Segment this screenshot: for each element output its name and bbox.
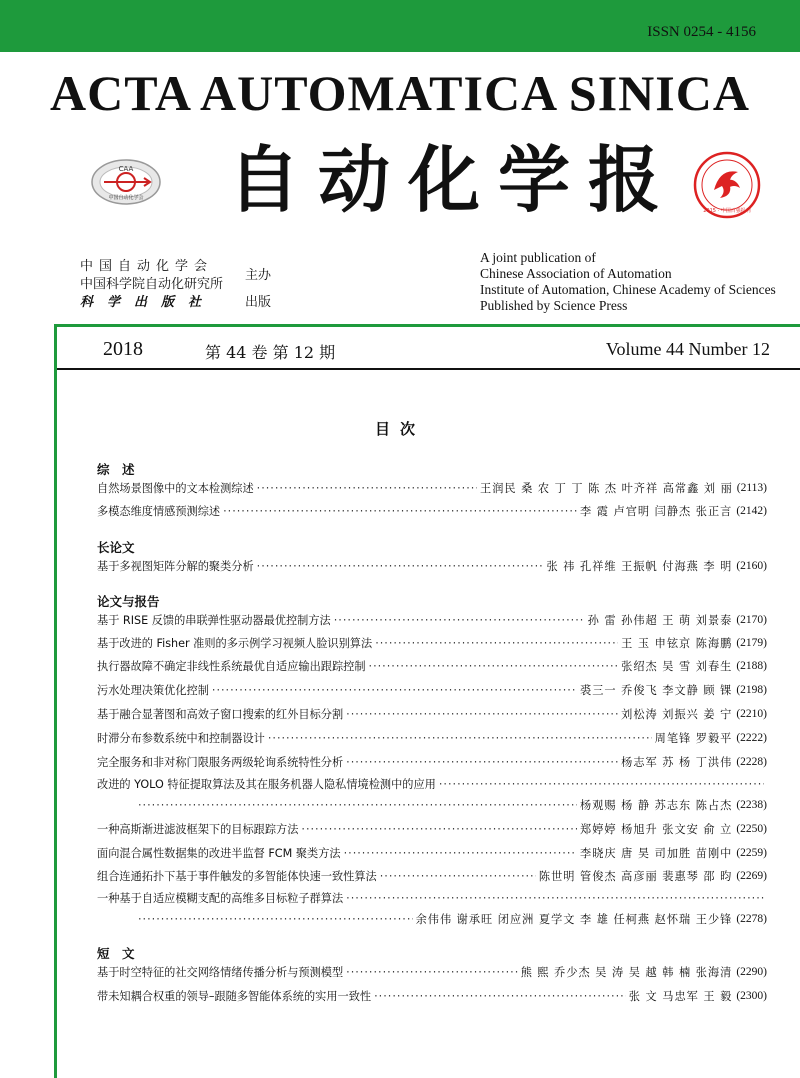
toc-entry[interactable]	[97, 557, 767, 575]
leader-dots	[212, 684, 577, 697]
leader-dots	[257, 482, 477, 495]
entry-title: 一种基于自适应模糊支配的高维多目标粒子群算法	[97, 892, 344, 905]
leader-dots	[344, 847, 577, 860]
leader-dots	[301, 823, 577, 836]
entry-page: (2113)	[736, 482, 767, 494]
frame-rule-top	[54, 324, 800, 327]
leader-dots	[334, 614, 585, 627]
entry-page: (2142)	[736, 505, 767, 517]
entry-page: (2238)	[736, 799, 767, 811]
entry-authors: 周笔锋 罗毅平	[654, 732, 733, 745]
section-title: 综 述	[97, 462, 135, 477]
entry-authors: 郑婷婷 杨旭升 张文安 俞 立	[580, 823, 733, 836]
toc-entry[interactable]	[97, 502, 767, 520]
leader-dots	[257, 560, 544, 573]
entry-page: (2170)	[736, 614, 767, 626]
entry-page: (2222)	[736, 732, 767, 744]
issn: ISSN 0254 - 4156	[647, 24, 756, 40]
entry-authors: 杨观赐 杨 静 苏志东 陈占杰	[580, 799, 733, 812]
publisher-science-press: 科学出版社	[80, 295, 216, 310]
publishers-cn	[80, 258, 330, 312]
entry-title: 时滞分布参数系统中和控制器设计	[97, 732, 265, 745]
entry-page: (2179)	[736, 637, 767, 649]
entry-authors: 李晓庆 唐 昊 司加胜 苗刚中	[580, 847, 733, 860]
caa-logo-text: CAA	[118, 165, 134, 173]
publishers-en-line: Published by Science Press	[480, 298, 628, 313]
sponsor-label: 主办	[245, 268, 272, 283]
entry-authors: 杨志军 苏 杨 丁洪伟	[621, 756, 733, 769]
entry-title: 自然场景图像中的文本检测综述	[97, 482, 254, 495]
issue-bar	[57, 330, 800, 368]
entry-page: (2228)	[736, 756, 767, 768]
entry-authors: 陈世明 管俊杰 高彦丽 裴惠琴 邵 昀	[538, 870, 733, 883]
toc-entry[interactable]	[97, 889, 767, 907]
issue-volume-zh: 第 44 卷 第 12 期	[205, 343, 336, 362]
leader-dots	[346, 756, 618, 769]
entry-title: 一种高斯渐进滤波框架下的目标跟踪方法	[97, 823, 299, 836]
leader-dots	[369, 660, 619, 673]
section-title: 长论文	[97, 540, 135, 555]
entry-title: 污水处理决策优化控制	[97, 684, 209, 697]
entry-title: 基于融合显著图和高效子窗口搜索的红外目标分割	[97, 708, 344, 721]
toc-entry[interactable]	[97, 705, 767, 723]
journal-title-zh: 自动化学报	[228, 138, 679, 222]
toc-heading: 目次	[374, 420, 425, 438]
issue-rule	[57, 368, 800, 370]
leader-dots	[375, 637, 618, 650]
leader-dots	[223, 505, 577, 518]
publishers-en	[480, 250, 776, 314]
toc-entry[interactable]	[97, 634, 767, 652]
entry-page: (2188)	[736, 660, 767, 672]
toc-entry[interactable]	[97, 753, 767, 771]
entry-authors: 孙 雷 孙伟超 王 萌 刘景泰	[587, 614, 733, 627]
publishers-en-line: Chinese Association of Automation	[480, 266, 672, 281]
issue-year: 2018	[103, 338, 143, 360]
publishers-en-line: A joint publication of	[480, 250, 596, 265]
entry-title: 带未知耦合权重的领导–跟随多智能体系统的实用一致性	[97, 990, 372, 1003]
section-title: 论文与报告	[97, 594, 160, 609]
entry-authors: 余伟伟 谢承旺 闭应洲 夏学文 李 雄 任柯燕 赵怀瑞 王少锋	[415, 913, 733, 926]
publish-label: 出版	[245, 295, 272, 310]
toc-entry-continuation[interactable]	[135, 796, 767, 814]
entry-title: 改进的 YOLO 特征提取算法及其在服务机器人隐私情境检测中的应用	[97, 778, 436, 791]
entry-authors: 李 霞 卢官明 闫静杰 张正言	[580, 505, 733, 518]
toc-entry[interactable]	[97, 963, 767, 981]
leader-dots	[138, 913, 413, 926]
award-seal-caption: 2015 · 中国百强报刊	[703, 208, 751, 214]
entry-authors: 王 玉 申铉京 陈海鹏	[621, 637, 733, 650]
leader-dots	[346, 708, 618, 721]
toc-entry[interactable]	[97, 867, 767, 885]
leader-dots	[380, 870, 536, 883]
entry-page: (2278)	[736, 913, 767, 925]
entry-title: 面向混合属性数据集的改进半监督 FCM 聚类方法	[97, 847, 341, 860]
entry-title: 基于时空特征的社交网络情绪传播分析与预测模型	[97, 966, 344, 979]
entry-page: (2290)	[736, 966, 767, 978]
entry-authors: 刘松涛 刘振兴 姜 宁	[621, 708, 733, 721]
leader-dots	[439, 778, 764, 791]
publishers-en-line: Institute of Automation, Chinese Academy of Sciences	[480, 282, 776, 297]
toc-entry[interactable]	[97, 681, 767, 699]
entry-page: (2250)	[736, 823, 767, 835]
entry-title: 基于多视图矩阵分解的聚类分析	[97, 560, 254, 573]
entry-title: 基于改进的 Fisher 准则的多示例学习视频人脸识别算法	[97, 637, 373, 650]
entry-authors: 张 文 马忠军 王 毅	[628, 990, 733, 1003]
toc-entry[interactable]	[97, 844, 767, 862]
entry-authors: 熊 熙 乔少杰 吴 涛 吴 越 韩 楠 张海清	[520, 966, 733, 979]
leader-dots	[138, 799, 577, 812]
entry-authors: 裘三一 乔俊飞 李文静 顾 锞	[580, 684, 733, 697]
entry-page: (2300)	[736, 990, 767, 1002]
leader-dots	[346, 966, 518, 979]
entry-title: 基于 RISE 反馈的串联弹性驱动器最优控制方法	[97, 614, 331, 627]
entry-authors: 王润民 桑 农 丁 丁 陈 杰 叶齐祥 高常鑫 刘 丽	[480, 482, 733, 495]
toc-entry[interactable]	[97, 657, 767, 675]
toc-entry[interactable]	[97, 729, 767, 747]
toc-entry-continuation[interactable]	[135, 910, 767, 928]
entry-title: 执行器故障不确定非线性系统最优自适应输出跟踪控制	[97, 660, 366, 673]
caa-logo-caption: 中国自动化学会	[108, 195, 144, 201]
entry-title: 多模态维度情感预测综述	[97, 505, 221, 518]
caa-logo	[90, 152, 162, 212]
publisher-ia-cas: 中国科学院自动化研究所	[80, 277, 224, 292]
leader-dots	[374, 990, 626, 1003]
toc-entry[interactable]	[97, 611, 767, 629]
section-title: 短 文	[97, 946, 135, 961]
leader-dots	[346, 892, 764, 905]
leader-dots	[268, 732, 652, 745]
entry-page: (2160)	[736, 560, 767, 572]
entry-page: (2210)	[736, 708, 767, 720]
toc-entry[interactable]	[97, 775, 767, 793]
toc-entry[interactable]	[97, 479, 767, 497]
entry-page: (2198)	[736, 684, 767, 696]
entry-title: 完全服务和非对称门限服务两级轮询系统特性分析	[97, 756, 344, 769]
entry-authors: 张绍杰 吴 雪 刘春生	[621, 660, 733, 673]
toc-entry[interactable]	[97, 820, 767, 838]
entry-authors: 张 祎 孔祥维 王振帆 付海燕 李 明	[546, 560, 733, 573]
entry-title: 组合连通拓扑下基于事件触发的多智能体快速一致性算法	[97, 870, 377, 883]
award-seal-logo	[692, 150, 762, 220]
toc-entry[interactable]	[97, 987, 767, 1005]
entry-page: (2269)	[736, 870, 767, 882]
journal-title-en: ACTA AUTOMATICA SINICA	[50, 65, 750, 121]
publisher-caa: 中国自动化学会	[80, 259, 214, 274]
issue-volume-en: Volume 44 Number 12	[605, 339, 770, 359]
entry-page: (2259)	[736, 847, 767, 859]
